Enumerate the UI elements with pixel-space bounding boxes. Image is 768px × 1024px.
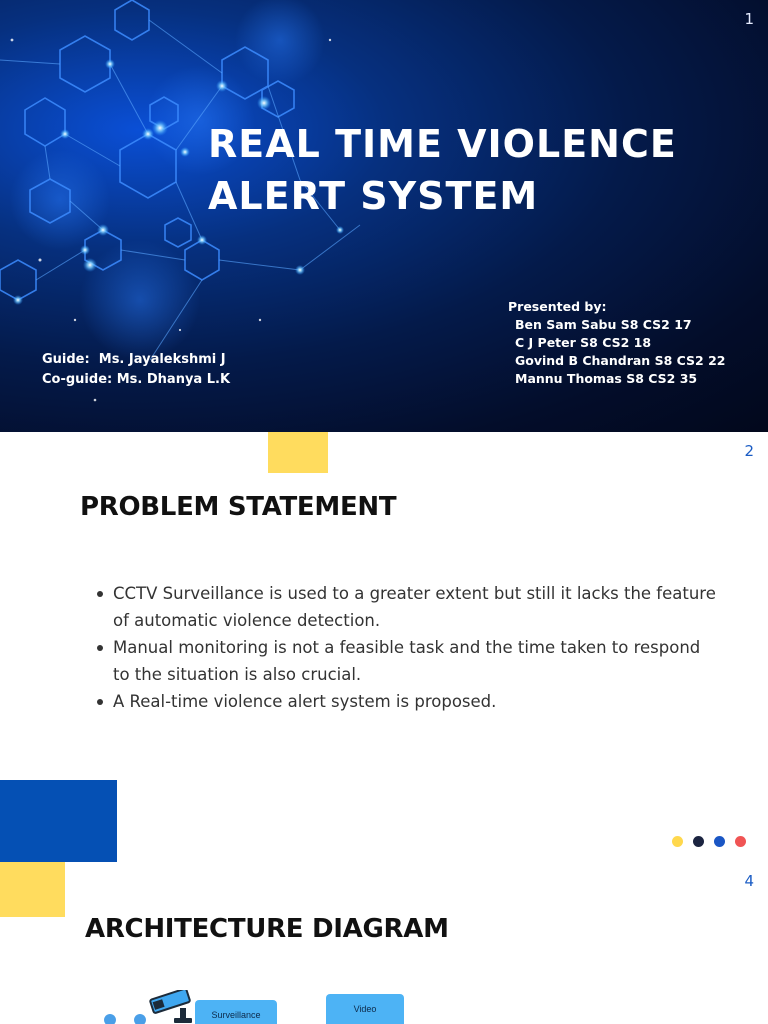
blue-dot: [714, 836, 725, 847]
slide-heading: PROBLEM STATEMENT: [80, 492, 397, 522]
title-line-1: REAL TIME VIOLENCE: [208, 122, 677, 166]
navy-dot: [693, 836, 704, 847]
guide-name: Guide: Ms. Jayalekshmi J: [42, 352, 226, 367]
member-name: Mannu Thomas S8 CS2 35: [515, 371, 698, 386]
bullet-item: A Real-time violence alert system is proposed.: [96, 688, 716, 715]
architecture-diagram: [100, 990, 420, 1024]
problem-statement-slide: [0, 432, 768, 862]
page-number: 4: [744, 872, 754, 890]
presenters-list: [508, 298, 725, 388]
bullet-item: CCTV Surveillance is used to a greater extent but still it lacks the feature of automatic violence detection.: [96, 580, 716, 634]
title-slide: [0, 0, 768, 432]
yellow-dot: [672, 836, 683, 847]
title-line-2: ALERT SYSTEM: [208, 174, 539, 218]
slide-heading: ARCHITECTURE DIAGRAM: [85, 914, 449, 944]
yellow-accent-block: [0, 862, 65, 917]
blue-accent-block: [0, 780, 117, 862]
decorative-dots: [672, 836, 746, 847]
member-name: Govind B Chandran S8 CS2 22: [515, 353, 726, 368]
bullet-list: [96, 580, 716, 715]
presented-by-label: Presented by:: [508, 299, 607, 314]
bullet-item: Manual monitoring is not a feasible task and the time taken to respond to the situation is also crucial.: [96, 634, 716, 688]
guide-info: [42, 350, 230, 390]
member-name: Ben Sam Sabu S8 CS2 17: [515, 317, 692, 332]
cctv-camera-icon: [100, 990, 200, 1024]
architecture-slide: [0, 862, 768, 1024]
page-number: 2: [744, 442, 754, 460]
surveillance-box: Surveillance: [195, 1000, 277, 1024]
co-guide-name: Co-guide: Ms. Dhanya L.K: [42, 372, 231, 387]
red-dot: [735, 836, 746, 847]
video-box: Video: [326, 994, 404, 1024]
yellow-accent-tab: [268, 432, 328, 473]
presentation-title: [208, 118, 728, 222]
page-number: 1: [744, 10, 754, 28]
member-name: C J Peter S8 CS2 18: [515, 335, 652, 350]
